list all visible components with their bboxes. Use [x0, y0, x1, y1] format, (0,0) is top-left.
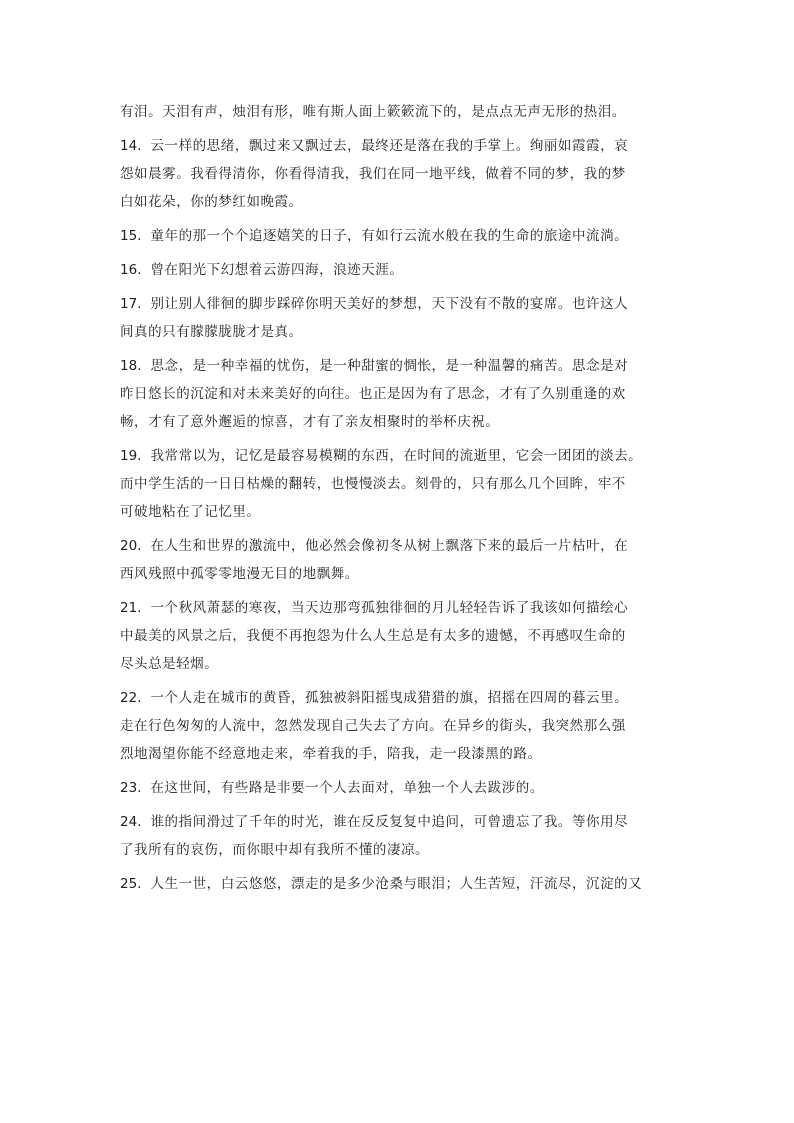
paragraph-17 [120, 290, 690, 346]
paragraph-line [120, 774, 690, 802]
paragraph-20 [120, 532, 690, 588]
paragraph-number: 25. [120, 876, 142, 892]
paragraph-text: 人生一世，白云悠悠，漂走的是多少沧桑与眼泪；人生苦短，汗流尽，沉淀的又 [150, 876, 643, 892]
paragraph-15 [120, 222, 690, 250]
paragraph-text: 童年的那一个个追逐嬉笑的日子，有如行云流水般在我的生命的旅途中流淌。 [150, 228, 629, 244]
paragraph-text: 我常常以为，记忆是最容易模糊的东西，在时间的流逝里，它会一团团的淡去。 [150, 448, 643, 464]
paragraph-number: 17. [120, 296, 142, 312]
paragraph-text: 一个秋风萧瑟的寒夜，当天边那弯孤独徘徊的月儿轻轻告诉了我该如何描绘心 [150, 600, 629, 616]
paragraph-line: 尽头总是轻烟。 [120, 656, 219, 672]
paragraph-number: 24. [120, 814, 142, 830]
paragraph-text: 云一样的思绪，飘过来又飘过去，最终还是落在我的手掌上。绚丽如霞霞，哀 [150, 138, 629, 154]
paragraph-14 [120, 132, 690, 216]
paragraph-line [120, 442, 690, 470]
paragraph-line: 走在行色匆匆的人流中，忽然发现自己失去了方向。在异乡的街头，我突然那么强 [120, 718, 626, 734]
paragraph-23 [120, 774, 690, 802]
paragraph-number: 19. [120, 448, 142, 464]
paragraph-line: 可破地粘在了记忆里。 [120, 504, 261, 520]
paragraph-number: 23. [120, 780, 142, 796]
paragraph-text: 思念，是一种幸福的忧伤，是一种甜蜜的惆怅，是一种温馨的痛苦。思念是对 [150, 358, 629, 374]
paragraph-line: 中最美的风景之后，我便不再抱怨为什么人生总是有太多的遗憾，不再感叹生命的 [120, 628, 626, 644]
paragraph-text: 别让别人徘徊的脚步踩碎你明天美好的梦想，天下没有不散的宴席。也许这人 [150, 296, 629, 312]
paragraph-number: 16. [120, 262, 142, 278]
paragraph-number: 20. [120, 538, 142, 554]
paragraph-line: 畅，才有了意外邂逅的惊喜，才有了亲友相聚时的举杯庆祝。 [120, 414, 500, 430]
paragraph-text: 一个人走在城市的黄昏，孤独被斜阳摇曳成猎猎的旗，招摇在四周的暮云里。 [150, 690, 629, 706]
paragraph-line [120, 132, 690, 160]
paragraph-number: 18. [120, 358, 142, 374]
paragraph-line [120, 352, 690, 380]
paragraph-line [120, 256, 690, 284]
paragraph-line: 烈地渴望你能不经意地走来，牵着我的手，陪我，走一段漆黑的路。 [120, 746, 542, 762]
paragraph-line: 西风残照中孤零零地漫无目的地飘舞。 [120, 566, 359, 582]
paragraph-line [120, 808, 690, 836]
paragraph-19 [120, 442, 690, 526]
paragraph-21 [120, 594, 690, 678]
paragraph-line [120, 290, 690, 318]
paragraph-16 [120, 256, 690, 284]
paragraph-25 [120, 870, 690, 898]
paragraph-line [120, 532, 690, 560]
carryover-line: 有泪。天泪有声，烛泪有形，唯有斯人面上簌簌流下的，是点点无声无形的热泪。 [120, 104, 626, 120]
paragraph-number: 21. [120, 600, 142, 616]
paragraph-text: 在人生和世界的激流中，他必然会像初冬从树上飘落下来的最后一片枯叶，在 [150, 538, 629, 554]
paragraph-line: 昨日悠长的沉淀和对未来美好的向往。也正是因为有了思念，才有了久别重逢的欢 [120, 386, 626, 402]
document-body [120, 98, 690, 898]
paragraph-line: 而中学生活的一日日枯燥的翻转，也慢慢淡去。刻骨的，只有那么几个回眸，牢不 [120, 476, 626, 492]
paragraph-line: 怨如晨雾。我看得清你，你看得清我，我们在同一地平线，做着不同的梦，我的梦 [120, 166, 626, 182]
paragraph-line [120, 870, 690, 898]
paragraph-24 [120, 808, 690, 864]
paragraph-text: 曾在阳光下幻想着云游四海，浪迹天涯。 [150, 262, 404, 278]
paragraph-number: 22. [120, 690, 142, 706]
paragraph-number: 15. [120, 228, 142, 244]
paragraph-line: 间真的只有朦朦胧胧才是真。 [120, 324, 303, 340]
paragraph-22 [120, 684, 690, 768]
paragraph-18 [120, 352, 690, 436]
paragraph-line [120, 222, 690, 250]
paragraph-line [120, 684, 690, 712]
paragraph-number: 14. [120, 138, 142, 154]
paragraph-line: 白如花朵，你的梦红如晚霞。 [120, 194, 303, 210]
paragraph-line: 了我所有的哀伤，而你眼中却有我所不懂的凄凉。 [120, 842, 430, 858]
paragraph-line [120, 594, 690, 622]
paragraph-text: 在这世间，有些路是非要一个人去面对，单独一个人去跋涉的。 [150, 780, 544, 796]
paragraph-text: 谁的指间滑过了千年的时光，谁在反反复复中追问，可曾遗忘了我。等你用尽 [150, 814, 629, 830]
